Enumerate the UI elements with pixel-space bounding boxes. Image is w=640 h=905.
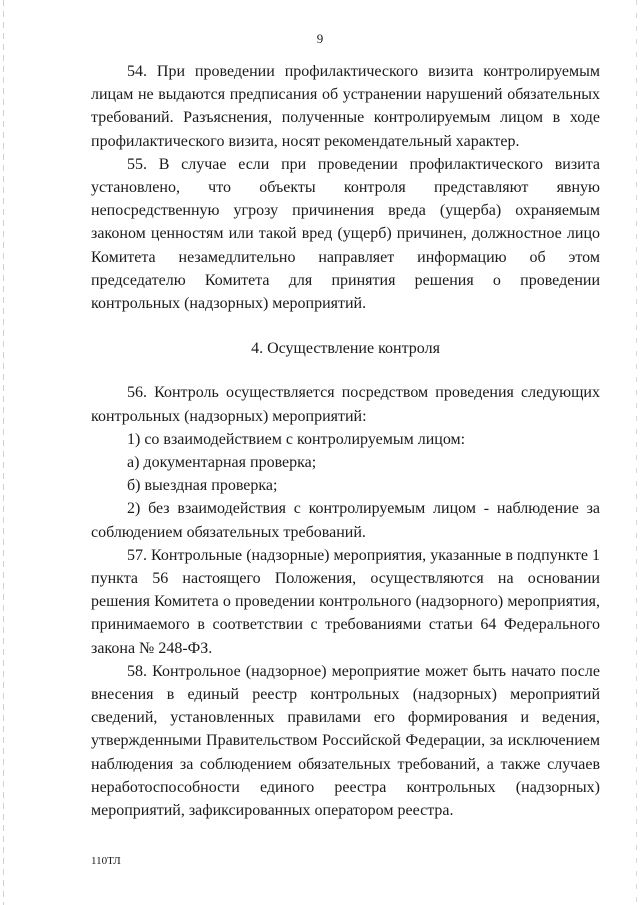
paragraph-54: 54. При проведении профилактического визита контролируемым лицам не выдаются предписания об устранении нарушений обязательных требований. Разъяснения, полученные контролируемым лицом в ходе профилактического визита, носят рекомендательный характер. (91, 63, 600, 150)
page-number: 9 (316, 31, 324, 46)
paragraph-57: 57. Контрольные (надзорные) мероприятия, указанные в подпункте 1 пункта 56 настоящего Положения, осуществляются на основании решения Комитета о проведении контрольного (надзорного) мероприятия, принимаемого в соответствии с требованиями статьи 64 Федерального закона № 248-ФЗ. (91, 546, 600, 657)
list-item-56-b: б) выездная проверка; (127, 477, 278, 495)
section-heading: 4. Осуществление контроля (251, 340, 440, 358)
footer-code: 110ТЛ (91, 855, 121, 867)
list-item-56-2: 2) без взаимодействия с контролируемым лицом - наблюдение за соблюдением обязательных требований. (91, 500, 600, 541)
document-body (91, 60, 600, 822)
scan-edge-left (3, 0, 4, 905)
scan-edge-right (636, 0, 637, 905)
list-item-56-a: а) документарная проверка; (127, 454, 317, 472)
list-item-56-1: 1) со взаимодействием с контролируемым лицом: (127, 430, 466, 448)
paragraph-55: 55. В случае если при проведении профилактического визита установлено, что объекты контроля представляют явную непосредственную угрозу причинения вреда (ущерба) охраняемым законом ценностям или такой вред (ущерб) причинен, должностное лицо Комитета незамедлительно направляет информацию об этом председателю Комитета для принятия решения о проведении контрольных (надзорных) мероприятий. (91, 155, 600, 313)
paragraph-58: 58. Контрольное (надзорное) мероприятие может быть начато после внесения в единый реестр контрольных (надзорных) мероприятий сведений, установленных правилами его формирования и ведения, утвержденными Правительством Российской Федерации, за исключением наблюдения за соблюдением обязательных требований, а также случаев неработоспособности единого реестра контрольных (надзорных) мероприятий, зафиксированных оператором реестра. (91, 662, 600, 820)
paragraph-56: 56. Контроль осуществляется посредством проведения следующих контрольных (надзорных) мероприятий: (91, 384, 600, 425)
